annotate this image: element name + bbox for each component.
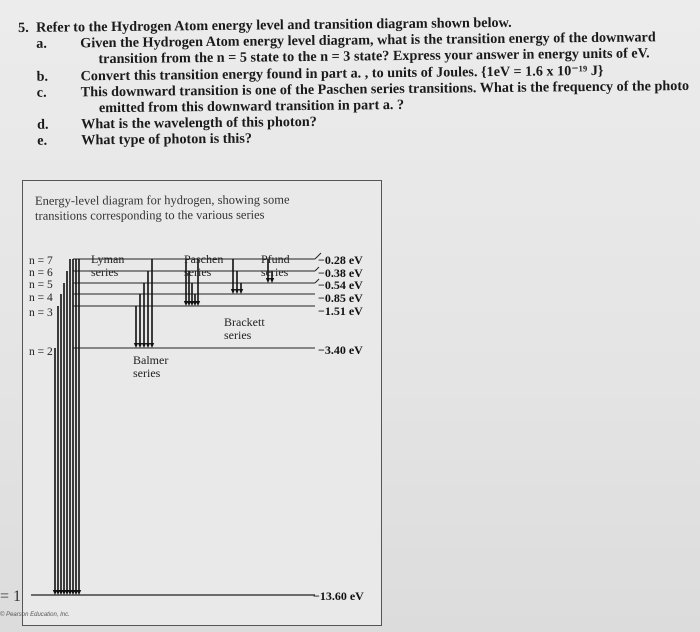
- energy-label-n7: −0.28 eV: [318, 253, 363, 267]
- part-a-line1: Given the Hydrogen Atom energy level diagram, what is the transition energy of the downward: [80, 29, 656, 52]
- lyman-label-1: Lyman: [91, 252, 125, 266]
- level-label-n2: n = 2: [29, 346, 53, 358]
- balmer-arrow-5-head: [150, 343, 154, 348]
- part-c-line1: This downward transition is one of the Paschen series transitions. What is the frequency of the photo: [80, 77, 690, 101]
- balmer-arrow-1-head: [134, 343, 138, 348]
- energy-label-n1: −13.60 eV: [313, 589, 364, 603]
- part-e-line1: What type of photon is this?: [81, 130, 253, 149]
- level-label-n5: n = 5: [29, 279, 53, 291]
- question-5: [18, 13, 700, 150]
- part-b-line1: Convert this transition energy found in part a. , to units of Joules. {1eV = 1.6 x 10⁻¹⁹ J}: [80, 62, 604, 84]
- energy-label-n4: −0.85 eV: [318, 291, 363, 305]
- question-number: 5.: [18, 19, 29, 36]
- energy-label-n5: −0.54 eV: [318, 278, 363, 292]
- pfund-label-1: Pfund: [261, 252, 290, 266]
- balmer-label-2: series: [133, 366, 161, 380]
- figure-caption-line1: Energy-level diagram for hydrogen, showing some: [34, 192, 290, 208]
- energy-level-figure: [22, 180, 382, 626]
- part-c-line2: emitted from this downward transition in part a. ?: [98, 96, 405, 117]
- brackett-arrow-2-head: [235, 289, 239, 294]
- brackett-arrow-1-head: [231, 289, 235, 294]
- part-c-letter: c.: [36, 84, 47, 101]
- paschen-label-2: series: [184, 265, 212, 279]
- balmer-arrow-2-head: [138, 343, 142, 348]
- part-e-letter: e.: [37, 133, 48, 150]
- part-b-letter: b.: [36, 68, 49, 85]
- question-intro-text: Refer to the Hydrogen Atom energy level and transition diagram shown below.: [35, 14, 512, 36]
- balmer-arrow-3-head: [142, 343, 146, 348]
- brackett-label-2: series: [224, 328, 252, 342]
- energy-level-diagram: [23, 181, 381, 625]
- balmer-label-1: Balmer: [133, 353, 169, 367]
- brackett-label-1: Brackett: [224, 315, 265, 329]
- energy-label-n3: −1.51 eV: [318, 304, 363, 318]
- copyright-text: © Pearson Education, Inc.: [0, 612, 70, 618]
- part-d-line1: What is the wavelength of this photon?: [81, 114, 317, 133]
- transition-arrows: [53, 253, 321, 595]
- level-label-n3: n = 3: [29, 307, 53, 319]
- paschen-arrow-5-head: [196, 301, 200, 306]
- energy-label-n2: −3.40 eV: [318, 343, 363, 357]
- part-a-line2: transition from the n = 5 state to the n = 3 state? Express your answer in energy units of eV.: [98, 45, 650, 68]
- part-a-letter: a.: [36, 35, 47, 53]
- left-n1-label: = 1: [0, 588, 22, 605]
- brackett-arrow-3-head: [239, 289, 243, 294]
- part-d-letter: d.: [37, 116, 49, 134]
- figure-caption-line2: transitions corresponding to the various series: [35, 207, 265, 223]
- level-label-n4: n = 4: [29, 292, 53, 304]
- balmer-arrow-4-head: [146, 343, 150, 348]
- level-label-n7: n = 7: [29, 255, 53, 267]
- paschen-label-1: Paschen: [184, 252, 224, 266]
- lyman-label-2: series: [91, 265, 119, 279]
- energy-label-n6: −0.38 eV: [318, 266, 363, 280]
- lyman-arrow-9-head: [77, 590, 81, 595]
- level-label-n6: n = 6: [29, 267, 53, 279]
- pfund-label-2: series: [261, 265, 289, 279]
